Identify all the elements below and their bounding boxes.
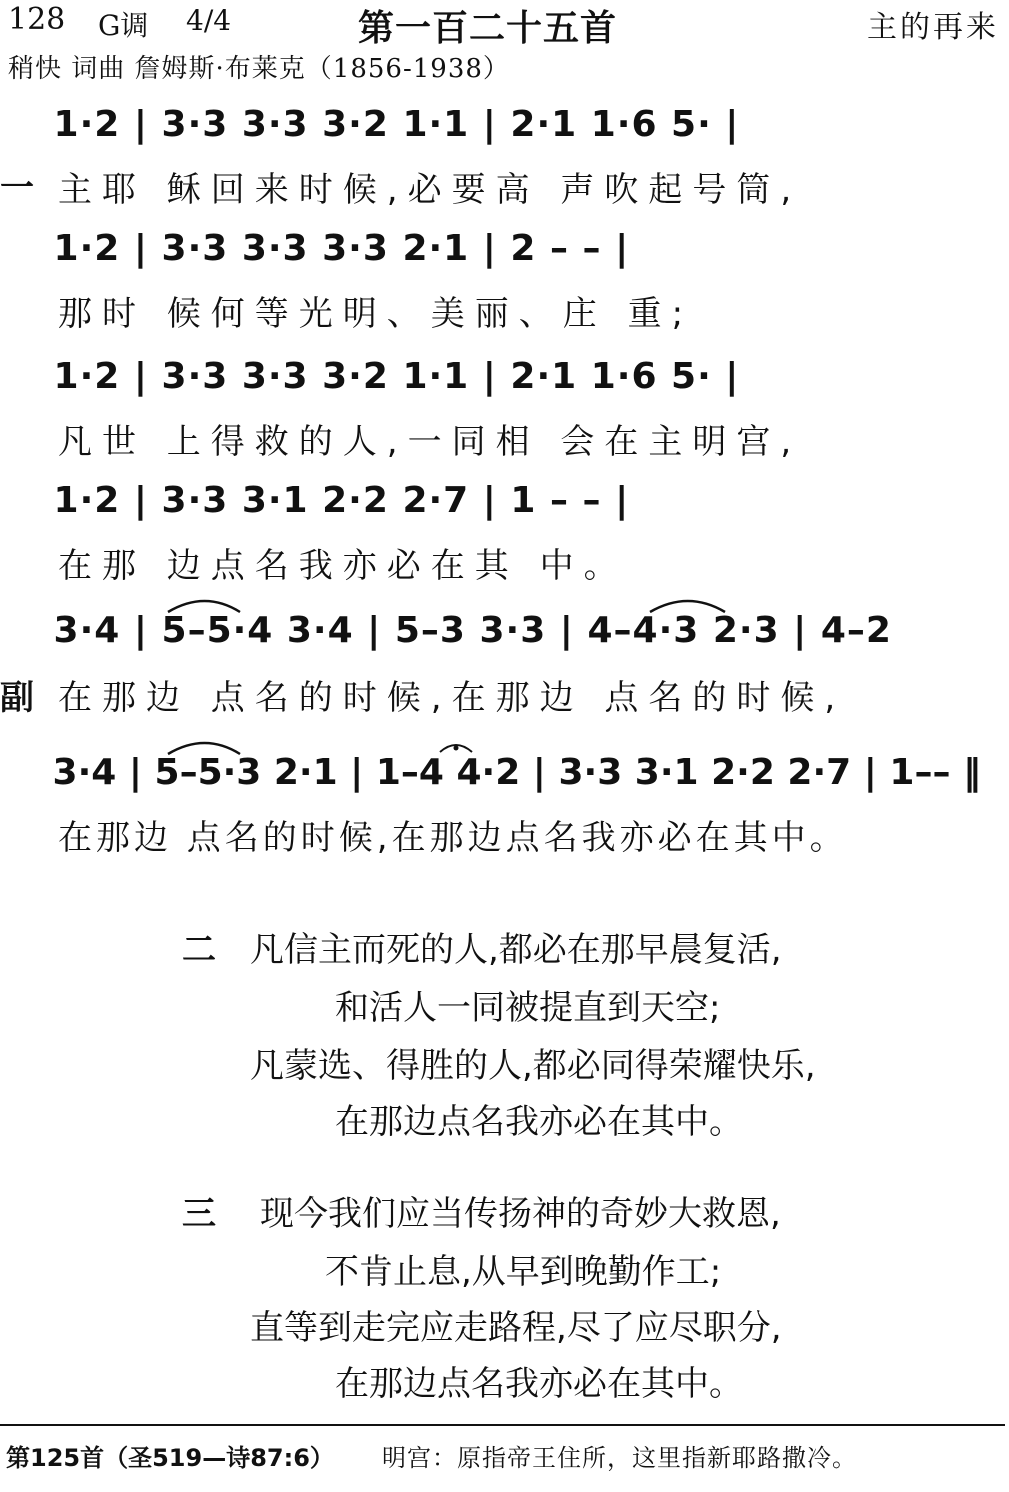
notation-row-4: 1·2 | 3·3 3·1 2·2 2·7 | 1 – – |	[40, 480, 630, 521]
verse-line: 直等到走完应走路程,尽了应尽职分,	[250, 1308, 782, 1348]
verse-line: 现今我们应当传扬神的奇妙大救恩,	[260, 1194, 781, 1234]
notation-row-2: 1·2 | 3·3 3·3 3·3 2·1 | 2 – – |	[40, 228, 630, 269]
lyric-row-5: 在那边 点名的时候,在那边 点名的时候,	[58, 678, 846, 718]
verse-line: 凡信主而死的人,都必在那早晨复活,	[250, 930, 782, 970]
key-signature: G调	[98, 9, 149, 42]
notation-row-1: 1·2 | 3·3 3·3 3·2 1·1 | 2·1 1·6 5· |	[40, 104, 740, 145]
tempo-and-author: 稍快 词曲 詹姆斯·布莱克（1856-1938）	[8, 54, 510, 84]
page-number: 128	[8, 2, 66, 37]
footer-divider	[0, 1424, 1005, 1426]
notation-row-3: 1·2 | 3·3 3·3 3·2 1·1 | 2·1 1·6 5· |	[40, 356, 740, 397]
lyric-row-2: 那时 候何等光明、美丽、庄 重;	[58, 294, 694, 334]
hymn-title: 第一百二十五首	[358, 8, 618, 49]
lyric-row-6: 在那边 点名的时候,在那边点名我亦必在其中。	[58, 818, 848, 858]
footer-reference: 第125首（圣519—诗87:6）	[6, 1444, 334, 1472]
hymn-category: 主的再来	[867, 10, 999, 45]
footer-note: 明宫：原指帝王住所，这里指新耶路撒冷。	[382, 1444, 857, 1472]
verse-line: 和活人一同被提直到天空;	[335, 988, 721, 1028]
verse-number: 二	[182, 930, 216, 970]
chorus-label: 副	[0, 678, 34, 718]
notation-row-6: 3·4 | 5–5·3 2·1 | 1–4 4·2 | 3·3 3·1 2·2 2·7 | 1–– ‖	[40, 752, 981, 793]
verse-line: 凡蒙选、得胜的人,都必同得荣耀快乐,	[250, 1046, 816, 1086]
notation-row-5: 3·4 | 5–5·4 3·4 | 5–3 3·3 | 4–4·3 2·3 | 4–2	[40, 610, 892, 651]
verse-label-1: 一	[0, 168, 34, 208]
time-signature: 4/4	[186, 4, 232, 37]
lyric-row-1: 主耶 稣回来时候,必要高 声吹起号筒,	[58, 170, 802, 210]
lyric-row-4: 在那 边点名我亦必在其 中。	[58, 546, 628, 586]
verse-line: 在那边点名我亦必在其中。	[335, 1102, 743, 1142]
verse-line: 在那边点名我亦必在其中。	[335, 1364, 743, 1404]
verse-line: 不肯止息,从早到晚勤作工;	[325, 1252, 722, 1292]
lyric-row-3: 凡世 上得救的人,一同相 会在主明宫,	[58, 422, 802, 462]
verse-number: 三	[182, 1194, 216, 1234]
